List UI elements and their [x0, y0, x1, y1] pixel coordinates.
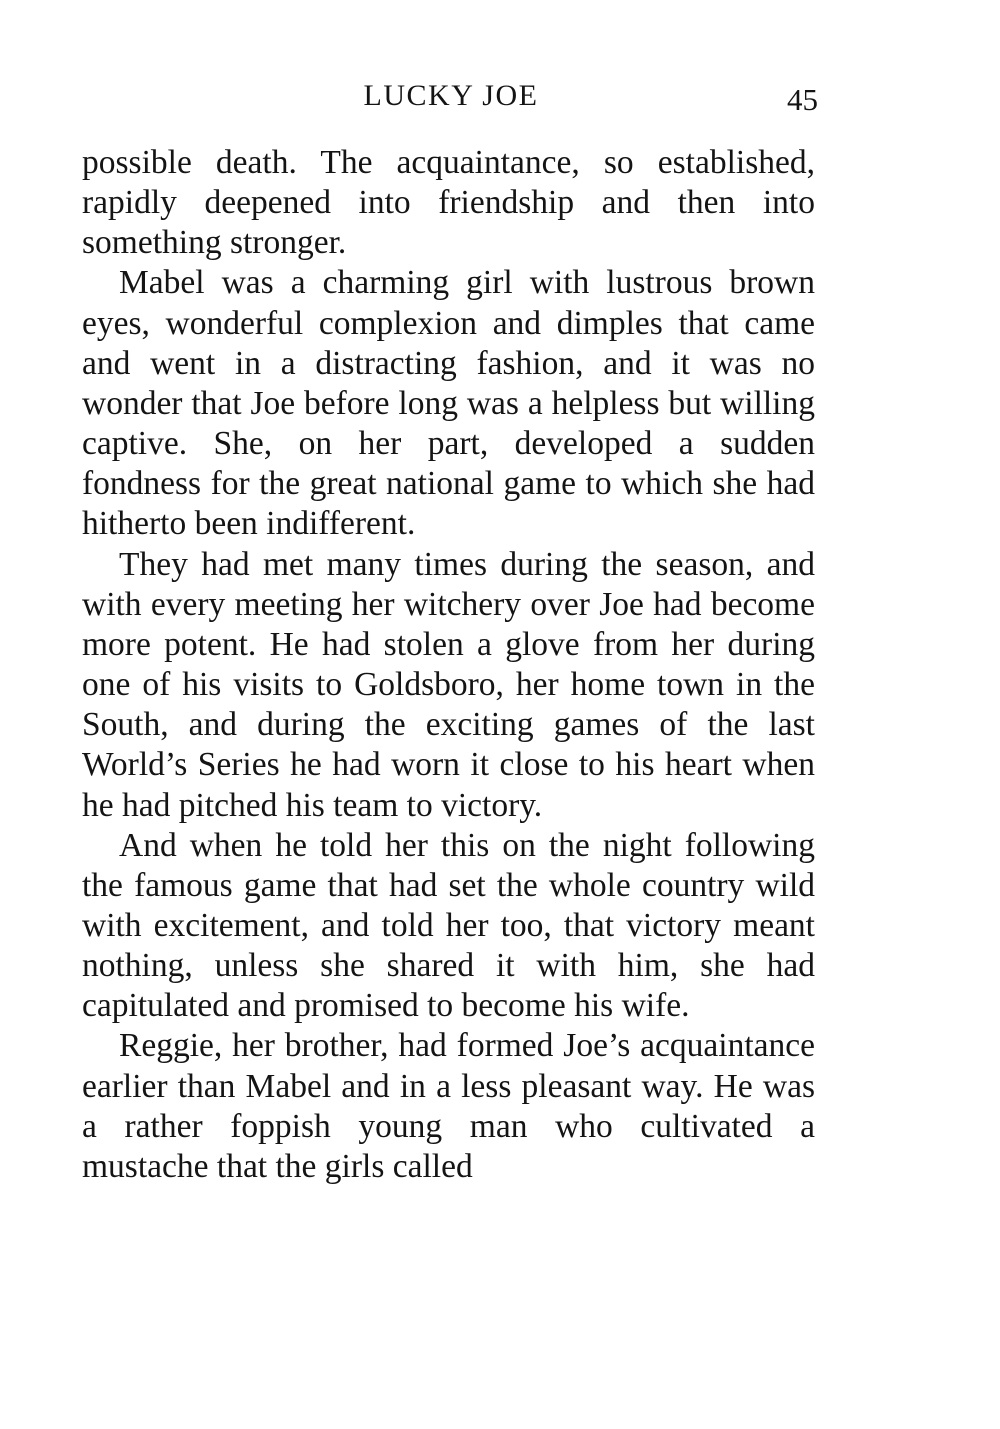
paragraph-continued: possible death. The acquaintance, so established, rapidly deepened into friendship and then into something stronger. [82, 144, 815, 262]
running-title: LUCKY JOE [363, 79, 539, 112]
page-number: 45 [787, 82, 818, 117]
paragraph-mabel-description: Mabel was a charming girl with lustrous brown eyes, wonderful complexion and dimples that came and went in a distracting fashion, and it was no wonder that Joe before long was a helpless but willing captive. She, on her part, developed a sudden fondness for the great national game to which she had hitherto been indifferent. [82, 264, 815, 543]
running-head [82, 74, 820, 118]
body-text [82, 143, 815, 1187]
paragraph-season-meetings: They had met many times during the season, and with every meeting her witchery over Joe had become more potent. He had stolen a glove from her during one of his visits to Goldsboro, her home town in the South, and during the exciting games of the last World’s Series he had worn it close to his heart when he had pitched his team to victory. [82, 545, 815, 824]
paragraph-reggie: Reggie, her brother, had formed Joe’s acquaintance earlier than Mabel and in a less pleasant way. He was a rather foppish young man who cultivated a mustache that the girls called [82, 1027, 815, 1185]
paragraph-proposal: And when he told her this on the night following the famous game that had set the whole country wild with excitement, and told her too, that victory meant nothing, unless she shared it with him, she had capitulated and promised to become his wife. [82, 826, 815, 1025]
